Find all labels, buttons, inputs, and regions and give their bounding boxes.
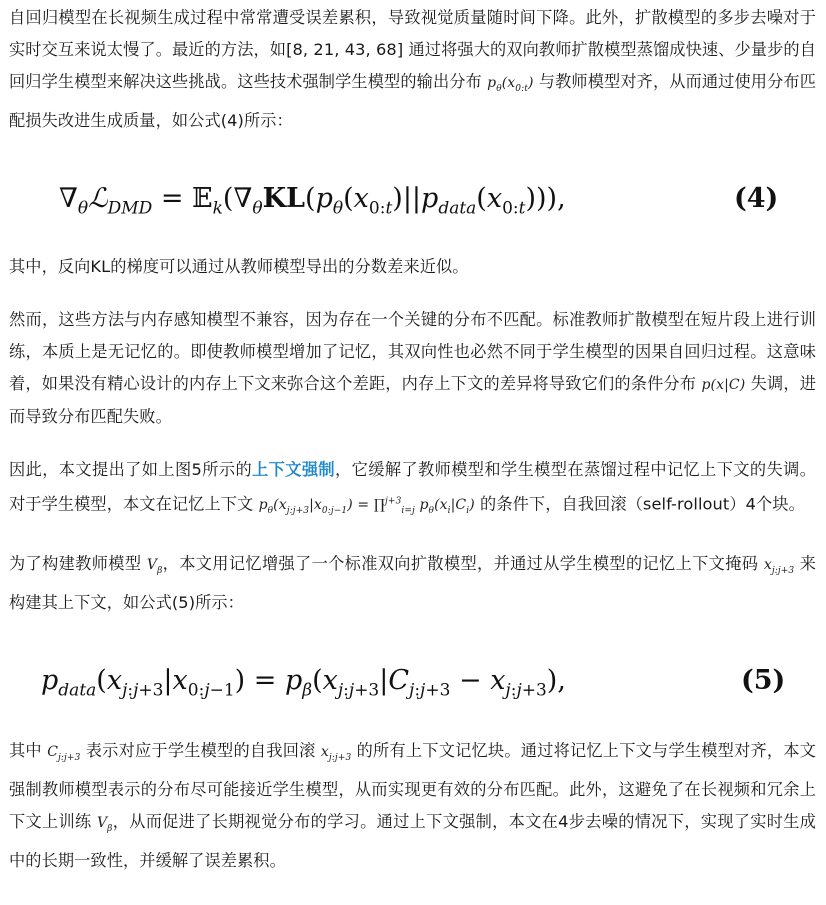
paragraph-text: ，本文用记忆增强了一个标准双向扩散模型，并通过从学生模型的记忆上下文掩码: [162, 554, 764, 574]
paragraph-text: 表示对应于学生模型的自我回滚: [80, 741, 321, 761]
paragraph-context-forcing: [9, 454, 816, 527]
equation-4-number: (4): [734, 182, 779, 214]
equation-4-body: $\nabla_\theta ℒ_{DMD}$ = $𝔼_k(\nabla_\theta KL(p_\theta(x_{0:t})||p_{data}(x_{0:t})))$,: [59, 182, 566, 219]
paragraph-text: 来构建其上下文，如公式(5)所示：: [9, 554, 816, 613]
context-forcing-link[interactable]: 上下文强制: [252, 459, 336, 479]
paragraph-text: ，它缓解了教师模型和学生模型在蒸馏过程中记忆上下文的失调。对于学生模型，本文在记忆上下文: [9, 459, 816, 514]
paragraph-teacher-model: [9, 548, 816, 619]
article-body: [0, 2, 826, 905]
equation-5-body: $p_{data}(x_{j:j+3}|x_{0:j-1}) = p_\beta(x_{j:j+3}|C_{j:j+3} - x_{j:j+3})$,: [41, 665, 566, 701]
math-inline: $p_\theta(x_{j:j+3}|x_{0:j-1})$ = ∏$^{j+3}_{i=j}$ $p_\theta(x_i|C_i)$: [258, 496, 475, 517]
paragraph-mismatch: [9, 304, 816, 433]
paragraph-text: 失调，进而导致分布匹配失败。: [9, 373, 816, 426]
paragraph-text: 因此，本文提出了如上图5所示的: [9, 459, 253, 479]
math-inline: p(x|C): [701, 376, 746, 393]
paragraph-kl-note: [9, 251, 816, 283]
math-inline: $p_\theta(x_{0:t})$: [487, 75, 534, 94]
math-inline: $x_{j:j+3}$: [763, 557, 795, 577]
paragraph-text: 然而，这些方法与内存感知模型不兼容，因为存在一个关键的分布不匹配。标准教师扩散模型在短片段上进行训练，本质上是无记忆的。即使教师模型增加了记忆，其双向性也必然不同于学生模型的因果自回归过程。这意味着，如果没有精心设计的内存上下文来弥合这个差距，内存上下文的差异将导致它们的条件分布: [9, 309, 816, 393]
paragraph-intro: [9, 2, 816, 137]
paragraph-text: 其中，反向KL的梯度可以通过从教师模型导出的分数差来近似。: [9, 256, 469, 276]
math-inline: $x_{j:j+3}$: [320, 744, 352, 763]
paragraph-text: 自回归模型在长视频生成过程中常常遭受误差累积，导致视觉质量随时间下降。此外，扩散模型的多步去噪对于实时交互来说太慢了。最近的方法，如[8, 21, 43, 68] 通过将强大的双向教师扩散模型蒸馏成快速、少量步的自回归学生模型来解决这些挑战。这些技术强制学生模型的输出分布: [9, 8, 816, 91]
paragraph-text: 的所有上下文记忆块。通过将记忆上下文与学生模型对齐，本文强制教师模型表示的分布尽可能接近学生模型，从而实现更有效的分布匹配。此外，这避免了在长视频和冗余上下文上训练: [9, 741, 817, 831]
paragraph-text: 的条件下，自我回滚（self-rollout）4个块。: [474, 494, 805, 514]
equation-5-number: (5): [741, 665, 786, 697]
paragraph-text: 其中: [9, 741, 48, 761]
equation-5: [9, 643, 816, 729]
math-inline: $V_\beta$: [96, 814, 113, 834]
math-inline: $V_\beta$: [146, 557, 163, 577]
paragraph-text: 为了构建教师模型: [9, 554, 147, 574]
paragraph-text: ，从而促进了长期视觉分布的学习。通过上下文强制，本文在4步去噪的情况下，实现了实时生成中的长期一致性，并缓解了误差累积。: [9, 811, 816, 870]
paragraph-conclusion: [9, 735, 816, 877]
math-inline: $C_{j:j+3}$: [47, 744, 81, 763]
equation-4: [9, 161, 816, 247]
paragraph-text: 与教师模型对齐，从而通过使用分布匹配损失改进生成质量，如公式(4)所示：: [9, 72, 816, 130]
